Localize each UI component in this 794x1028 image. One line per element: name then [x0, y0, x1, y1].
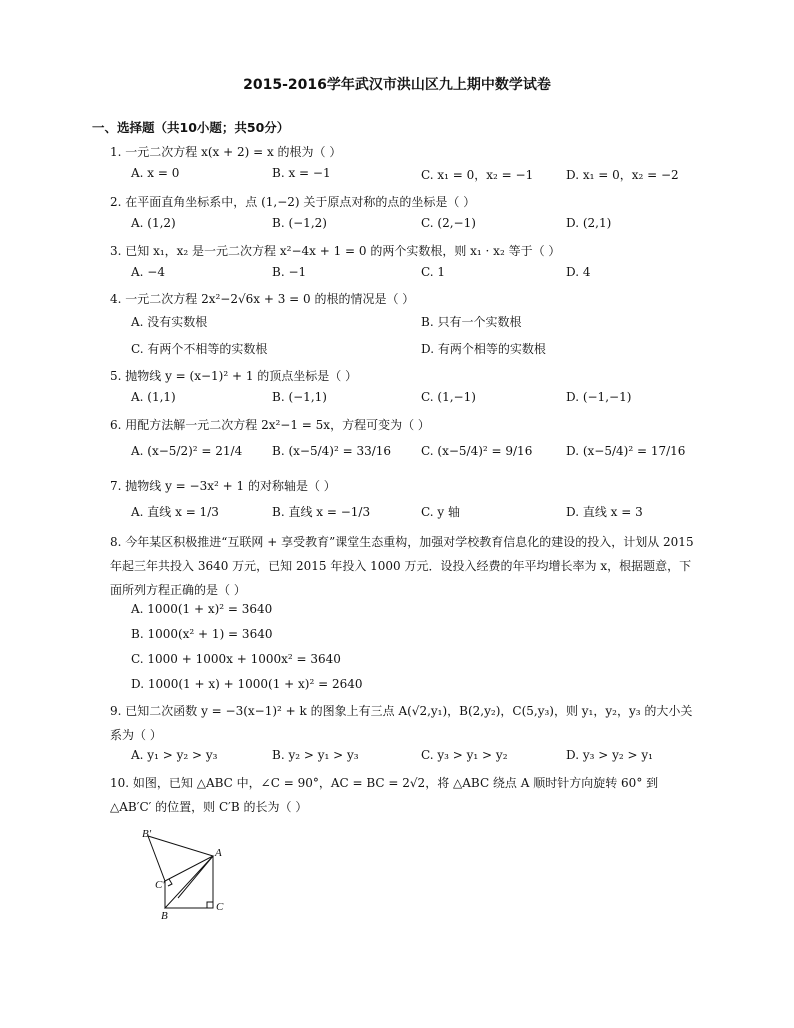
q1-option-d[interactable]: D. x₁ = 0，x₂ = −2 [566, 168, 679, 182]
q2-option-a[interactable]: A. (1,2) [131, 216, 176, 230]
q8-option-a[interactable]: A. 1000(1 + x)² = 3640 [131, 602, 273, 616]
triangle-abc [165, 856, 213, 908]
q4-option-d[interactable]: D. 有两个相等的实数根 [421, 342, 546, 356]
q5-option-c[interactable]: C. (1,−1) [421, 390, 476, 404]
right-angle-mark-c-prime [168, 879, 172, 886]
label-a: A [215, 847, 222, 859]
question-9: 9. 已知二次函数 y = −3(x−1)² + k 的图象上有三点 A(√2,y₁)，B(2,y₂)，C(5,y₃)，则 y₁，y₂，y₃ 的大小关系为（ ） [110, 704, 693, 742]
question-6: 6. 用配方法解一元二次方程 2x²−1 = 5x，方程可变为（ ） [110, 418, 430, 432]
q6-option-d[interactable]: D. (x−5/4)² = 17/16 [566, 444, 686, 458]
triangle-rotation-figure [138, 828, 238, 924]
q6-option-b[interactable]: B. (x−5/4)² = 33/16 [272, 444, 392, 458]
question-7: 7. 抛物线 y = −3x² + 1 的对称轴是（ ） [110, 479, 336, 493]
q4-option-c[interactable]: C. 有两个不相等的实数根 [131, 342, 268, 356]
section-heading: 一、选择题（共10小题；共50分） [92, 120, 290, 135]
segment-aux [178, 856, 213, 898]
q2-option-d[interactable]: D. (2,1) [566, 216, 612, 230]
q1-option-b[interactable]: B. x = −1 [272, 166, 331, 180]
q3-option-d[interactable]: D. 4 [566, 265, 591, 279]
label-c: C [216, 901, 224, 913]
q2-option-c[interactable]: C. (2,−1) [421, 216, 476, 230]
q5-option-a[interactable]: A. (1,1) [131, 390, 176, 404]
q3-option-c[interactable]: C. 1 [421, 265, 446, 279]
question-4: 4. 一元二次方程 2x²−2√6x + 3 = 0 的根的情况是（ ） [110, 292, 415, 306]
q1-option-a[interactable]: A. x = 0 [131, 166, 180, 180]
q3-option-b[interactable]: B. −1 [272, 265, 307, 279]
q9-option-a[interactable]: A. y₁ > y₂ > y₃ [131, 748, 218, 762]
label-b: B [161, 910, 168, 922]
q9-option-d[interactable]: D. y₃ > y₂ > y₁ [566, 748, 653, 762]
exam-title: 2015-2016学年武汉市洪山区九上期中数学试卷 [243, 77, 551, 93]
q9-option-b[interactable]: B. y₂ > y₁ > y₃ [272, 748, 359, 762]
question-8: 8. 今年某区积极推进“互联网 + 享受教育”课堂生态重构，加强对学校教育信息化的建设的投入，计划从 2015 年起三年共投入 3640 万元，已知 2015 年投入 1000 万元．设投入经费的年平均增长率为 x，根据题意，下面所列方程正确的是（ ） [110, 535, 694, 597]
q4-option-a[interactable]: A. 没有实数根 [131, 315, 208, 329]
q1-option-c[interactable]: C. x₁ = 0，x₂ = −1 [421, 168, 534, 182]
q7-option-c[interactable]: C. y 轴 [421, 505, 460, 519]
question-2: 2. 在平面直角坐标系中，点 (1,−2) 关于原点对称的点的坐标是（ ） [110, 195, 476, 209]
right-angle-mark-c [207, 902, 213, 908]
q6-option-a[interactable]: A. (x−5/2)² = 21/4 [131, 444, 243, 458]
q5-option-b[interactable]: B. (−1,1) [272, 390, 327, 404]
q8-option-b[interactable]: B. 1000(x² + 1) = 3640 [131, 627, 273, 641]
q7-option-d[interactable]: D. 直线 x = 3 [566, 505, 643, 519]
q3-option-a[interactable]: A. −4 [131, 265, 165, 279]
label-c-prime: C′ [155, 879, 165, 891]
question-5: 5. 抛物线 y = (x−1)² + 1 的顶点坐标是（ ） [110, 369, 358, 383]
label-b-prime: B′ [142, 828, 152, 840]
question-10: 10. 如图，已知 △ABC 中，∠C = 90°，AC = BC = 2√2，将 △ABC 绕点 A 顺时针方向旋转 60° 到 △AB′C′ 的位置，则 C′B 的长为（ ） [110, 776, 659, 814]
q8-option-c[interactable]: C. 1000 + 1000x + 1000x² = 3640 [131, 652, 341, 666]
q8-option-d[interactable]: D. 1000(1 + x) + 1000(1 + x)² = 2640 [131, 677, 363, 691]
triangle-ab-prime-c-prime [148, 836, 213, 881]
q7-option-b[interactable]: B. 直线 x = −1/3 [272, 505, 371, 519]
q9-option-c[interactable]: C. y₃ > y₁ > y₂ [421, 748, 508, 762]
question-3: 3. 已知 x₁，x₂ 是一元二次方程 x²−4x + 1 = 0 的两个实数根，则 x₁ · x₂ 等于（ ） [110, 244, 561, 258]
q2-option-b[interactable]: B. (−1,2) [272, 216, 327, 230]
q7-option-a[interactable]: A. 直线 x = 1/3 [131, 505, 219, 519]
question-1: 1. 一元二次方程 x(x + 2) = x 的根为（ ） [110, 145, 342, 159]
q6-option-c[interactable]: C. (x−5/4)² = 9/16 [421, 444, 533, 458]
q4-option-b[interactable]: B. 只有一个实数根 [421, 315, 522, 329]
q5-option-d[interactable]: D. (−1,−1) [566, 390, 632, 404]
